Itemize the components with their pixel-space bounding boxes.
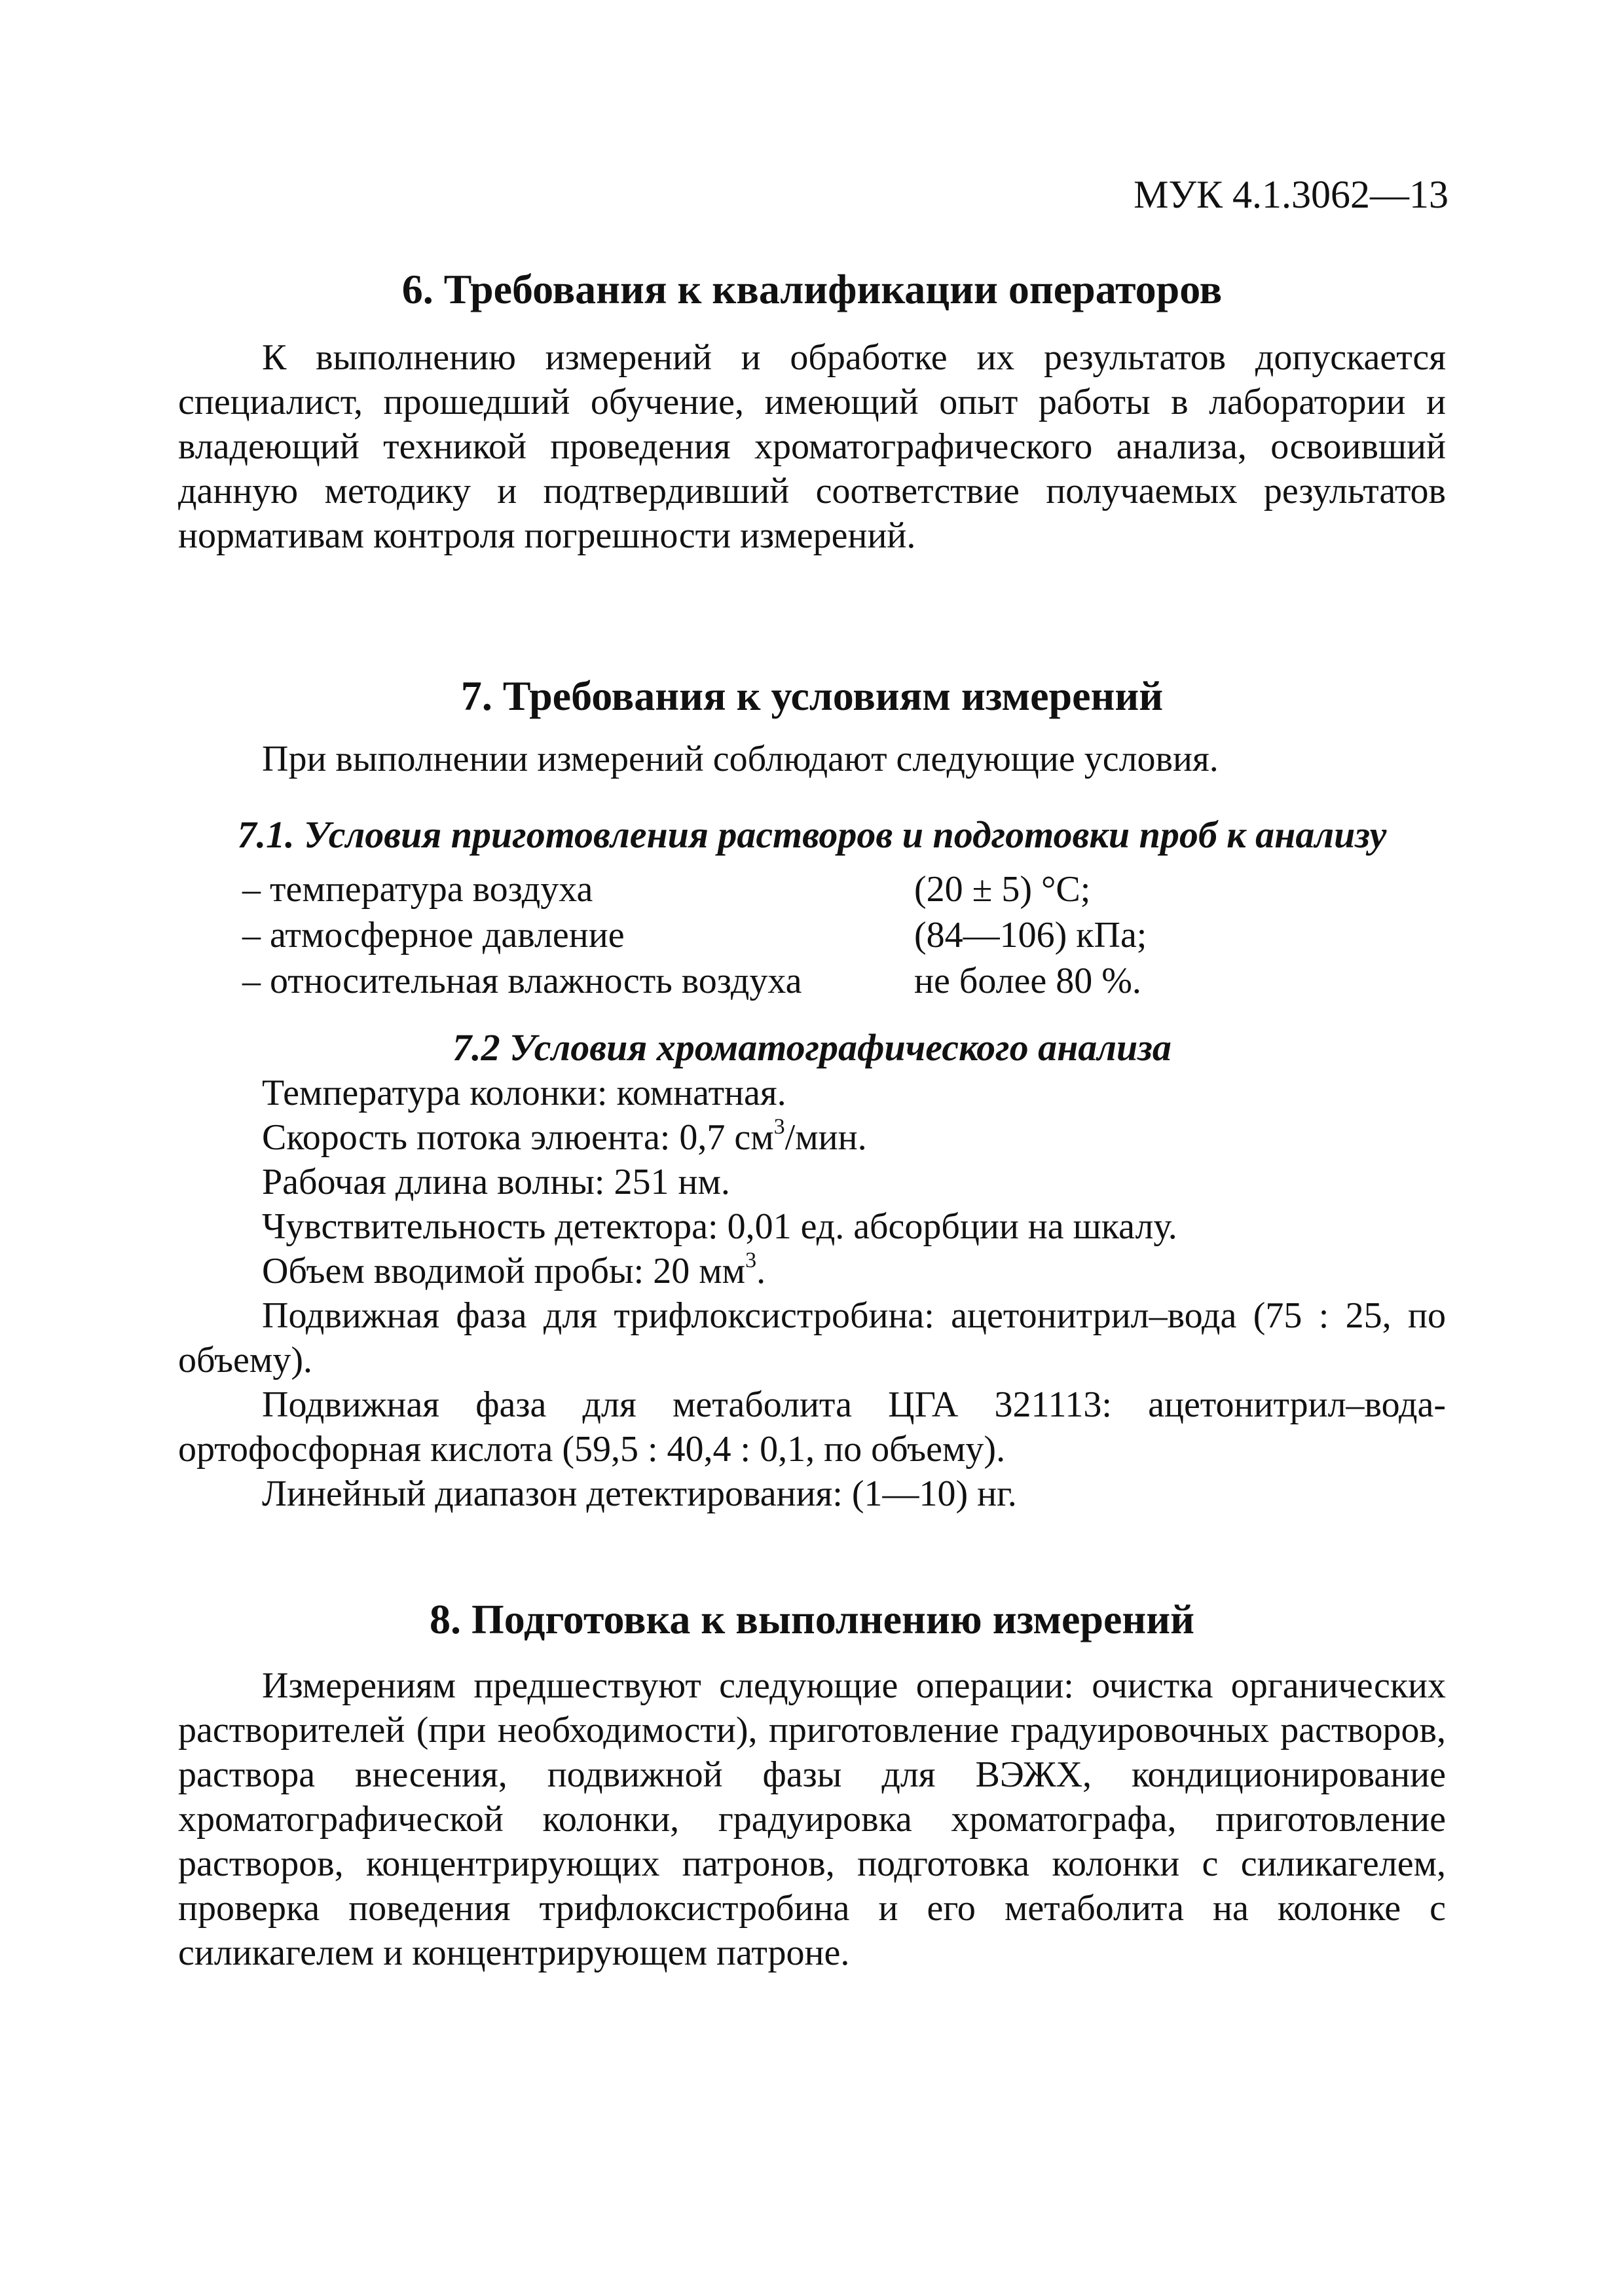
param-volume-text: Объем вводимой пробы: 20 мм	[262, 1251, 746, 1291]
subsection-7-1-heading: 7.1. Условия приготовления растворов и подготовки проб к анализу	[237, 813, 1387, 856]
param-flow-rate-exponent: 3	[773, 1115, 785, 1139]
param-volume-end: .	[756, 1251, 766, 1291]
condition-value: не более 80 %.	[914, 961, 1141, 1001]
param-linear-range: Линейный диапазон детектирования: (1—10) нг.	[262, 1473, 1017, 1514]
param-wavelength: Рабочая длина волны: 251 нм.	[262, 1162, 730, 1202]
param-flow-rate-unit: /мин.	[784, 1117, 867, 1158]
param-sensitivity: Чувствительность детектора: 0,01 ед. абсорбции на шкалу.	[262, 1206, 1177, 1247]
param-mobile-phase-metabolite: Подвижная фаза для метаболита ЦГА 321113: ацетонитрил–вода-ортофосфорная кислота (59,5 : 40,4 : 0,1, по объему).	[178, 1384, 1446, 1470]
section-8-body: Измерениям предшествуют следующие операции: очистка органических растворителей (при необходимости), приготовление градуировочных растворов, раствора внесения, подвижной фазы для ВЭЖХ, кондиционирование хроматографической колонки, градуировка хроматографа, приготовление растворов, концентрирующих патронов, подготовка колонки с силикагелем, проверка поведения трифлоксистробина и его метаболита на колонке с силикагелем и концентрирующем патроне.	[178, 1665, 1446, 1973]
param-mobile-phase-trifloxystrobin: Подвижная фаза для трифлоксистробина: ацетонитрил–вода (75 : 25, по объему).	[178, 1295, 1446, 1380]
section-8-heading: 8. Подготовка к выполнению измерений	[430, 1596, 1194, 1642]
section-7-intro: При выполнении измерений соблюдают следующие условия.	[262, 739, 1219, 779]
condition-value: (20 ± 5) °С;	[914, 869, 1091, 910]
chromatography-parameters	[178, 1071, 1446, 1516]
condition-label: – температура воздуха	[242, 869, 593, 910]
param-flow-rate-text: Скорость потока элюента: 0,7 см	[262, 1117, 774, 1158]
param-volume-exponent: 3	[745, 1248, 757, 1272]
condition-label: – относительная влажность воздуха	[242, 961, 802, 1001]
section-6-body: К выполнению измерений и обработке их результатов допускается специалист, прошедший обучение, имеющий опыт работы в лаборатории и владеющий техникой проведения хроматографического анализа, освоивший данную методику и подтвердивший соответствие получаемых результатов нормативам контроля погрешности измерений.	[178, 337, 1446, 556]
condition-label: – атмосферное давление	[242, 915, 625, 955]
section-7-heading: 7. Требования к условиям измерений	[460, 673, 1164, 719]
document-code: МУК 4.1.3062—13	[1134, 173, 1449, 216]
param-column-temperature: Температура колонки: комнатная.	[262, 1073, 786, 1113]
param-injection-volume	[178, 1249, 1446, 1293]
subsection-7-2-heading: 7.2 Условия хроматографического анализа	[452, 1026, 1172, 1069]
section-6-heading: 6. Требования к квалификации операторов	[401, 266, 1223, 312]
condition-value: (84—106) кПа;	[914, 915, 1147, 955]
param-flow-rate	[178, 1115, 1446, 1160]
